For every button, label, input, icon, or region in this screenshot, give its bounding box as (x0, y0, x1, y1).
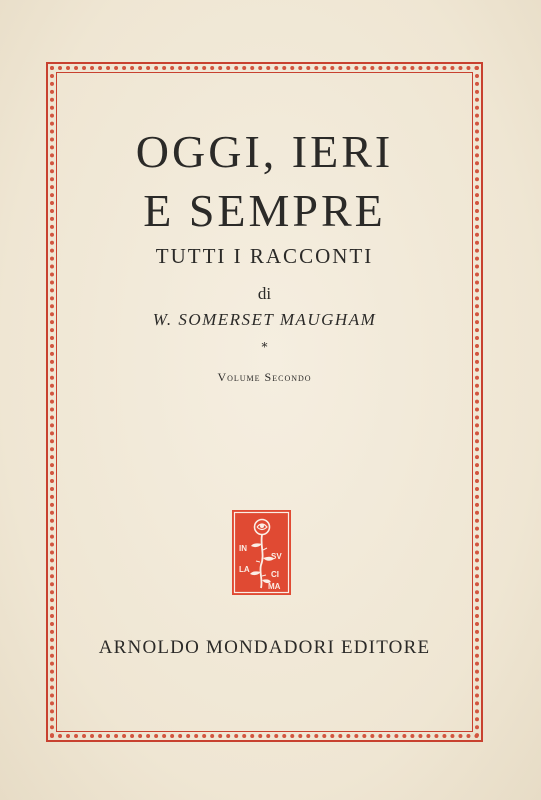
emblem-letters-1: IN (239, 544, 247, 553)
emblem-letters-4: CI (271, 570, 279, 579)
by-line: di (257, 284, 272, 303)
emblem-letters-3: LA (239, 565, 250, 574)
emblem-letters-2: SV (271, 552, 282, 561)
emblem-motto (232, 510, 291, 595)
book-title-line-1: OGGI, IERI (135, 126, 394, 177)
book-title-line-2: E SEMPRE (143, 185, 386, 236)
publisher-emblem (232, 510, 291, 595)
volume-label: Volume Secondo (217, 370, 312, 384)
book-subtitle: TUTTI I RACCONTI (155, 244, 374, 268)
publisher-name: ARNOLDO MONDADORI EDITORE (98, 637, 431, 658)
author-name: W. SOMERSET MAUGHAM (152, 310, 377, 329)
emblem-letters-5: MA (268, 582, 281, 591)
star-ornament: * (261, 340, 268, 354)
